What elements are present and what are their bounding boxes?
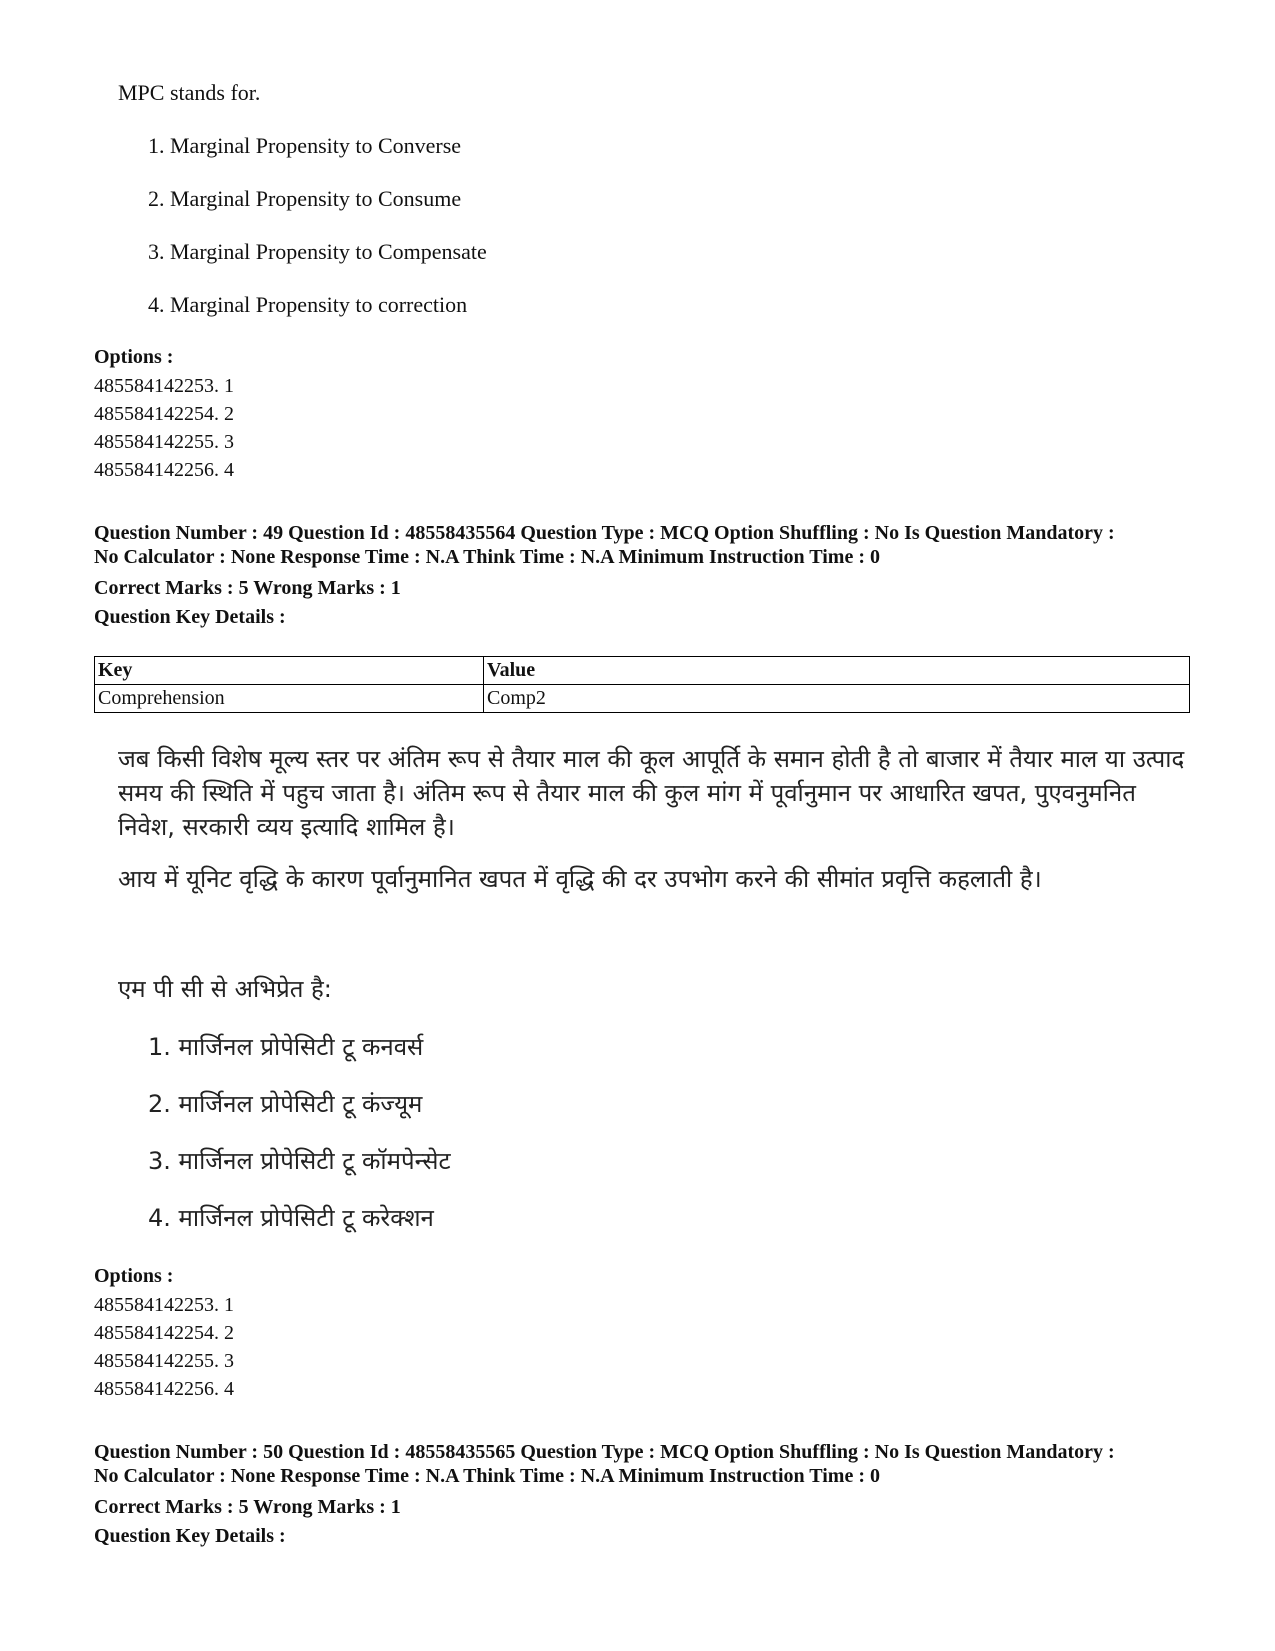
option-id-3: 485584142255. 3	[94, 431, 234, 453]
question-meta-line-1: Question Number : 49 Question Id : 48558435564 Question Type : MCQ Option Shuffling : No Is Question Mandatory :	[94, 522, 1115, 544]
comprehension-paragraph-2: आय में यूनिट वृद्धि के कारण पूर्वानुमानित खपत में वृद्धि की दर उपभोग करने की सीमांत प्रवृत्ति कहलाती है।	[118, 865, 1042, 893]
marks-line: Correct Marks : 5 Wrong Marks : 1	[94, 577, 401, 599]
option-id-1: 485584142253. 1	[94, 375, 234, 397]
marks-line: Correct Marks : 5 Wrong Marks : 1	[94, 1496, 401, 1518]
question-option-4: 4. Marginal Propensity to correction	[148, 292, 468, 317]
table-cell-key: Comprehension	[95, 685, 484, 713]
question-option-3: 3. Marginal Propensity to Compensate	[148, 239, 487, 264]
table-header-value: Value	[484, 657, 1190, 685]
options-label: Options :	[94, 346, 174, 368]
question-meta-line-1: Question Number : 50 Question Id : 48558435565 Question Type : MCQ Option Shuffling : No Is Question Mandatory :	[94, 1441, 1115, 1463]
question-meta	[94, 521, 1194, 569]
option-id-4: 485584142256. 4	[94, 1378, 234, 1400]
question-meta-line-2: No Calculator : None Response Time : N.A Think Time : N.A Minimum Instruction Time : 0	[94, 1465, 880, 1487]
option-id-2: 485584142254. 2	[94, 403, 234, 425]
question-option-hindi-2: 2. मार्जिनल प्रोपेसिटी टू कंज्यूम	[148, 1090, 423, 1118]
option-id-1: 485584142253. 1	[94, 1294, 234, 1316]
table-cell-value: Comp2	[484, 685, 1190, 713]
option-id-2: 485584142254. 2	[94, 1322, 234, 1344]
option-id-3: 485584142255. 3	[94, 1350, 234, 1372]
option-id-4: 485584142256. 4	[94, 459, 234, 481]
question-text: MPC stands for.	[118, 80, 261, 105]
table-header-key: Key	[95, 657, 484, 685]
question-option-hindi-1: 1. मार्जिनल प्रोपेसिटी टू कनवर्स	[148, 1033, 424, 1061]
table-header-row	[95, 657, 1190, 685]
question-option-hindi-3: 3. मार्जिनल प्रोपेसिटी टू कॉमपेन्सेट	[148, 1147, 451, 1175]
options-label: Options :	[94, 1265, 174, 1287]
table-row	[95, 685, 1190, 713]
key-details-label: Question Key Details :	[94, 1525, 286, 1547]
question-option-hindi-4: 4. मार्जिनल प्रोपेसिटी टू करेक्शन	[148, 1204, 434, 1232]
question-option-2: 2. Marginal Propensity to Consume	[148, 186, 462, 211]
question-meta-line-2: No Calculator : None Response Time : N.A Think Time : N.A Minimum Instruction Time : 0	[94, 546, 880, 568]
key-value-table	[94, 656, 1190, 713]
question-option-1: 1. Marginal Propensity to Converse	[148, 133, 462, 158]
question-meta	[94, 1440, 1194, 1488]
comprehension-paragraph-1: जब किसी विशेष मूल्य स्तर पर अंतिम रूप से तैयार माल की कूल आपूर्ति के समान होती है तो बाजार में तैयार माल या उत्पाद समय की स्थिति में पहुच जाता है। अंतिम रूप से तैयार माल की कुल मांग में पूर्वानुमान पर आधारित खपत, पुएवनुमनित निवेश, सरकारी व्यय इत्यादि शामिल है।	[118, 745, 1185, 841]
question-text-hindi: एम पी सी से अभिप्रेत है:	[118, 975, 332, 1003]
key-details-label: Question Key Details :	[94, 606, 286, 628]
